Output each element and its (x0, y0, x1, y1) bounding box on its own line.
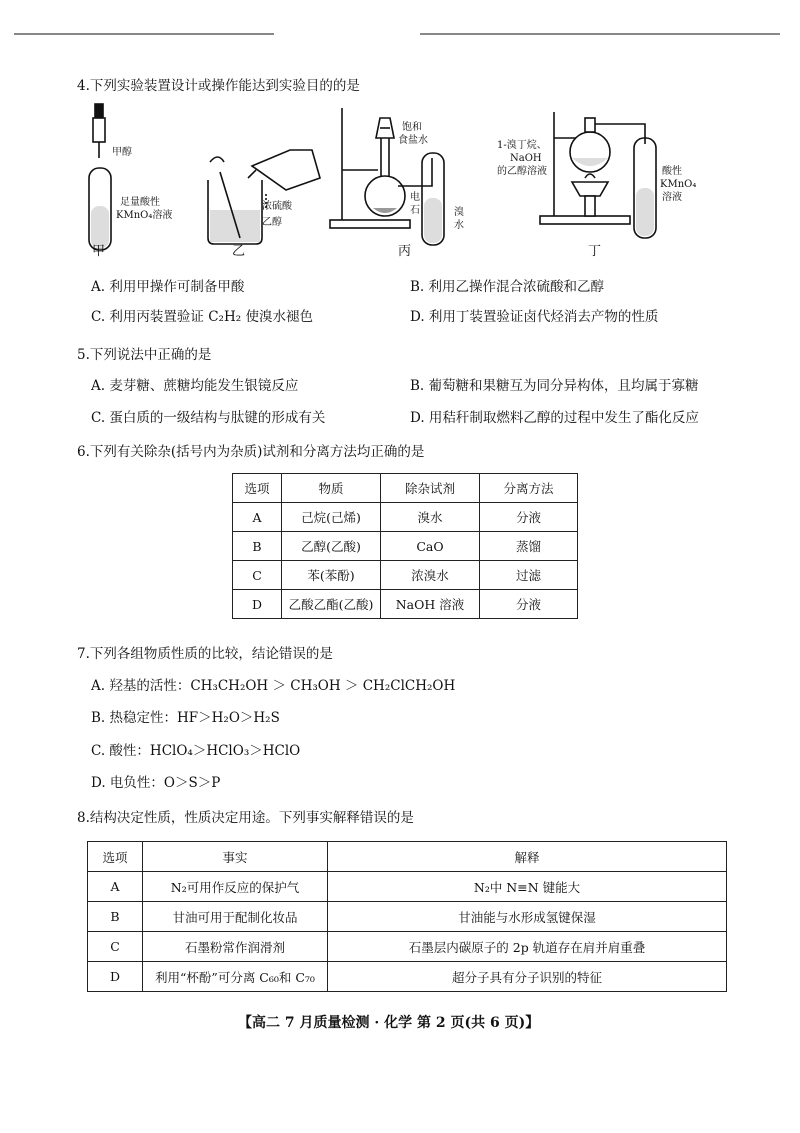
q5-option-c: C. 蛋白质的一级结构与肽键的形成有关 (91, 410, 326, 426)
table-cell: 石墨层内碳原子的 2p 轨道存在肩并肩重叠 (328, 932, 727, 962)
table-cell: D (88, 962, 143, 992)
q5-title: 5.下列说法中正确的是 (77, 347, 212, 363)
ding-caption: 丁 (588, 244, 602, 259)
table-cell: C (233, 561, 282, 590)
ding-label-kmno4-1: 酸性 (662, 166, 682, 177)
table-cell: N₂可用作反应的保护气 (143, 872, 328, 902)
table-cell: CaO (381, 532, 480, 561)
table-header-cell: 事实 (143, 842, 328, 872)
table-cell: 分液 (480, 590, 578, 619)
table-header-cell: 解释 (328, 842, 727, 872)
ding-label-reagent-1: 1-溴丁烷、 (497, 140, 547, 151)
apparatus-ding (540, 112, 656, 238)
bing-label-brine-1: 饱和 (402, 122, 422, 133)
table-cell: B (88, 902, 143, 932)
q5-option-b: B. 葡萄糖和果糖互为同分异构体，且均属于寡糖 (410, 378, 699, 394)
jia-label-kmno4-1: 足量酸性 (120, 197, 160, 208)
table-row (88, 932, 727, 962)
ding-label-reagent-2: NaOH (510, 153, 542, 164)
table-cell: 乙醇(乙酸) (282, 532, 381, 561)
q7-option-d: D. 电负性：O＞S＞P (91, 775, 221, 791)
bing-caption: 丙 (398, 244, 412, 259)
q5-option-a: A. 麦芽糖、蔗糖均能发生银镜反应 (91, 378, 299, 394)
q4-title: 4.下列实验装置设计或操作能达到实验目的的是 (77, 78, 360, 94)
table-cell: 过滤 (480, 561, 578, 590)
table-header-row (233, 474, 578, 503)
table-cell: 甘油能与水形成氢键保湿 (328, 902, 727, 932)
table-cell: 蒸馏 (480, 532, 578, 561)
jia-caption: 甲 (92, 244, 106, 259)
jia-label-kmno4-2: KMnO₄溶液 (116, 210, 173, 221)
table-cell: D (233, 590, 282, 619)
table-header-cell: 选项 (88, 842, 143, 872)
table-cell: 乙酸乙酯(乙酸) (282, 590, 381, 619)
table-header-cell: 除杂试剂 (381, 474, 480, 503)
yi-label-ethanol: 乙醇 (262, 217, 282, 228)
table-row (88, 902, 727, 932)
q4-option-d: D. 利用丁装置验证卤代烃消去产物的性质 (410, 309, 659, 325)
q7-option-c: C. 酸性：HClO₄＞HClO₃＞HClO (91, 743, 301, 759)
table-cell: C (88, 932, 143, 962)
table-row (233, 503, 578, 532)
table-row (88, 962, 727, 992)
page-footer: 【高二 7 月质量检测 · 化学 第 2 页(共 6 页)】 (238, 1015, 540, 1031)
table-header-cell: 物质 (282, 474, 381, 503)
table-row (233, 561, 578, 590)
apparatus-jia (89, 104, 111, 250)
apparatus-bing (330, 108, 444, 245)
table-cell: 利用“杯酚”可分离 C₆₀和 C₇₀ (143, 962, 328, 992)
ding-label-kmno4-2: KMnO₄ (660, 179, 697, 190)
q4-apparatus-figure (80, 98, 720, 258)
table-cell: A (233, 503, 282, 532)
table-cell: A (88, 872, 143, 902)
bing-label-bromine-1: 溴 (454, 207, 464, 218)
table-cell: N₂中 N≡N 键能大 (328, 872, 727, 902)
table-cell: B (233, 532, 282, 561)
bing-label-carbide-2: 石 (410, 205, 420, 216)
table-header-cell: 分离方法 (480, 474, 578, 503)
q5-option-d: D. 用秸秆制取燃料乙醇的过程中发生了酯化反应 (410, 410, 699, 426)
table-cell: 分液 (480, 503, 578, 532)
q6-table (232, 473, 578, 619)
q4-option-c: C. 利用丙装置验证 C₂H₂ 使溴水褪色 (91, 309, 313, 325)
q7-title: 7.下列各组物质性质的比较，结论错误的是 (77, 646, 333, 662)
q4-option-a: A. 利用甲操作可制备甲酸 (91, 279, 245, 295)
table-row (88, 872, 727, 902)
q8-table (87, 841, 727, 992)
table-cell: 浓溴水 (381, 561, 480, 590)
q4-option-b: B. 利用乙操作混合浓硫酸和乙醇 (410, 279, 605, 295)
table-header-row (88, 842, 727, 872)
q8-title: 8.结构决定性质，性质决定用途。下列事实解释错误的是 (77, 810, 414, 826)
q7-option-b: B. 热稳定性：HF＞H₂O＞H₂S (91, 710, 280, 726)
table-row (233, 532, 578, 561)
table-cell: 超分子具有分子识别的特征 (328, 962, 727, 992)
ding-label-kmno4-3: 溶液 (662, 192, 682, 203)
table-row (233, 590, 578, 619)
ding-label-reagent-3: 的乙醇溶液 (497, 166, 547, 177)
bing-label-carbide-1: 电 (410, 192, 420, 203)
table-cell: 己烷(己烯) (282, 503, 381, 532)
scan-mark-top-left (14, 33, 274, 35)
bing-label-brine-2: 食盐水 (398, 135, 428, 146)
table-cell: 石墨粉常作润滑剂 (143, 932, 328, 962)
table-header-cell: 选项 (233, 474, 282, 503)
table-cell: 甘油可用于配制化妆品 (143, 902, 328, 932)
jia-label-methanol: 甲醇 (112, 147, 132, 158)
table-cell: NaOH 溶液 (381, 590, 480, 619)
yi-label-h2so4: 浓硫酸 (262, 201, 292, 212)
bing-label-bromine-2: 水 (454, 220, 464, 231)
q6-title: 6.下列有关除杂(括号内为杂质)试剂和分离方法均正确的是 (77, 444, 425, 460)
apparatus-yi (208, 150, 320, 244)
table-cell: 苯(苯酚) (282, 561, 381, 590)
q7-option-a: A. 羟基的活性：CH₃CH₂OH ＞ CH₃OH ＞ CH₂ClCH₂OH (91, 678, 456, 694)
yi-caption: 乙 (232, 244, 246, 259)
table-cell: 溴水 (381, 503, 480, 532)
scan-mark-top-right (420, 33, 780, 35)
